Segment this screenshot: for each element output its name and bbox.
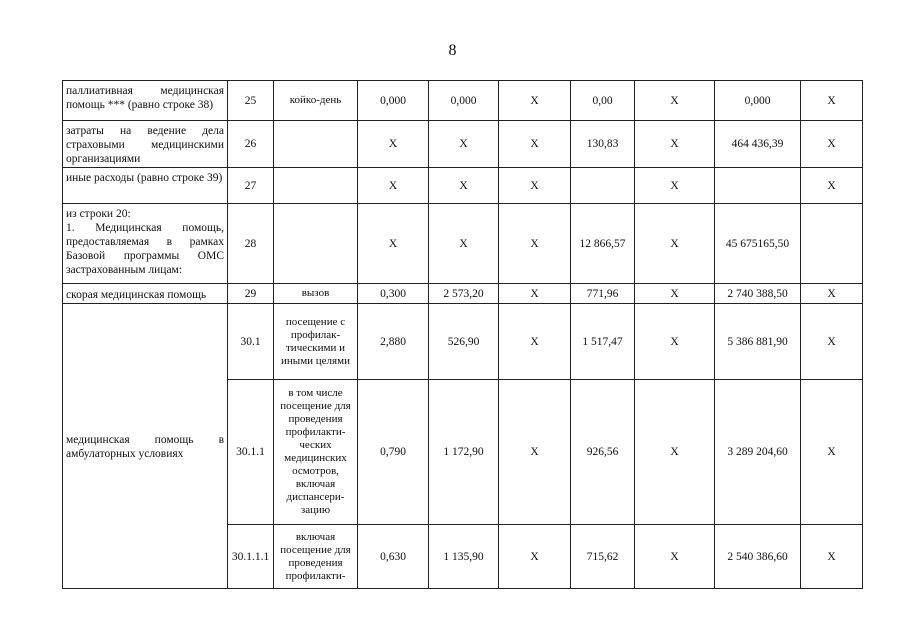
row-name: затраты на ведение дела страховыми медицинскими организациями [63,121,228,168]
value-cell: 0,630 [358,525,429,589]
row-name: скорая медицинская помощь [63,284,228,304]
value-cell: 0,300 [358,284,429,304]
financial-table [62,80,863,589]
value-cell: 2,880 [358,304,429,380]
value-cell: 2 740 388,50 [715,284,801,304]
row-number: 28 [228,204,274,284]
value-cell: X [635,168,715,204]
value-cell: X [499,168,571,204]
table-row [63,304,863,380]
value-cell: X [801,525,863,589]
value-cell: 130,83 [571,121,635,168]
value-cell: 715,62 [571,525,635,589]
value-cell: X [499,204,571,284]
value-cell: X [499,121,571,168]
value-cell: 12 866,57 [571,204,635,284]
value-cell: X [358,121,429,168]
value-cell: 464 436,39 [715,121,801,168]
value-cell: 0,000 [715,81,801,121]
unit-cell: койко-день [274,81,358,121]
value-cell: 926,56 [571,380,635,525]
value-cell: X [429,204,499,284]
value-cell: X [635,380,715,525]
row-number: 26 [228,121,274,168]
value-cell: 526,90 [429,304,499,380]
row-number: 25 [228,81,274,121]
row-number: 30.1 [228,304,274,380]
value-cell: X [801,304,863,380]
value-cell: 1 517,47 [571,304,635,380]
value-cell: X [801,121,863,168]
row-number: 27 [228,168,274,204]
value-cell: 3 289 204,60 [715,380,801,525]
value-cell [571,168,635,204]
value-cell: 2 573,20 [429,284,499,304]
value-cell: X [429,121,499,168]
value-cell: 0,000 [429,81,499,121]
unit-cell: вызов [274,284,358,304]
value-cell: 1 135,90 [429,525,499,589]
unit-cell: включая посещение для проведения профилакти- [274,525,358,589]
value-cell: X [635,204,715,284]
row-name: иные расходы (равно строке 39) [63,168,228,204]
row-number: 30.1.1.1 [228,525,274,589]
value-cell: X [499,525,571,589]
value-cell: X [635,284,715,304]
unit-cell [274,204,358,284]
table-row [63,81,863,121]
unit-cell: посещение с профилак-тическими и иными целями [274,304,358,380]
value-cell: X [801,168,863,204]
value-cell [715,168,801,204]
table-row [63,204,863,284]
row-name: из строки 20: 1. Медицинская помощь, предоставляемая в рамках Базовой программы ОМС застрахованным лицам: [63,204,228,284]
row-number: 30.1.1 [228,380,274,525]
value-cell: 1 172,90 [429,380,499,525]
value-cell: X [429,168,499,204]
value-cell: X [358,168,429,204]
value-cell: X [801,81,863,121]
value-cell: 0,00 [571,81,635,121]
table-row [63,168,863,204]
value-cell: 2 540 386,60 [715,525,801,589]
value-cell: X [499,380,571,525]
value-cell: X [635,121,715,168]
unit-cell [274,168,358,204]
value-cell: X [499,304,571,380]
value-cell: X [358,204,429,284]
value-cell: X [499,284,571,304]
value-cell: X [635,304,715,380]
value-cell: X [499,81,571,121]
value-cell: 5 386 881,90 [715,304,801,380]
value-cell: X [801,380,863,525]
group-name: медицинская помощь в амбулаторных условиях [63,304,228,589]
value-cell: 45 675165,50 [715,204,801,284]
page-number: 8 [448,42,457,59]
unit-cell: в том числе посещение для проведения профилакти-ческих медицинских осмотров, включая диспансери-зацию [274,380,358,525]
value-cell: 0,790 [358,380,429,525]
table-row [63,284,863,304]
value-cell [801,204,863,284]
row-name: паллиативная медицинская помощь *** (равно строке 38) [63,81,228,121]
unit-cell [274,121,358,168]
row-number: 29 [228,284,274,304]
value-cell: 771,96 [571,284,635,304]
table-row [63,121,863,168]
value-cell: X [635,525,715,589]
value-cell: X [801,284,863,304]
value-cell: 0,000 [358,81,429,121]
value-cell: X [635,81,715,121]
